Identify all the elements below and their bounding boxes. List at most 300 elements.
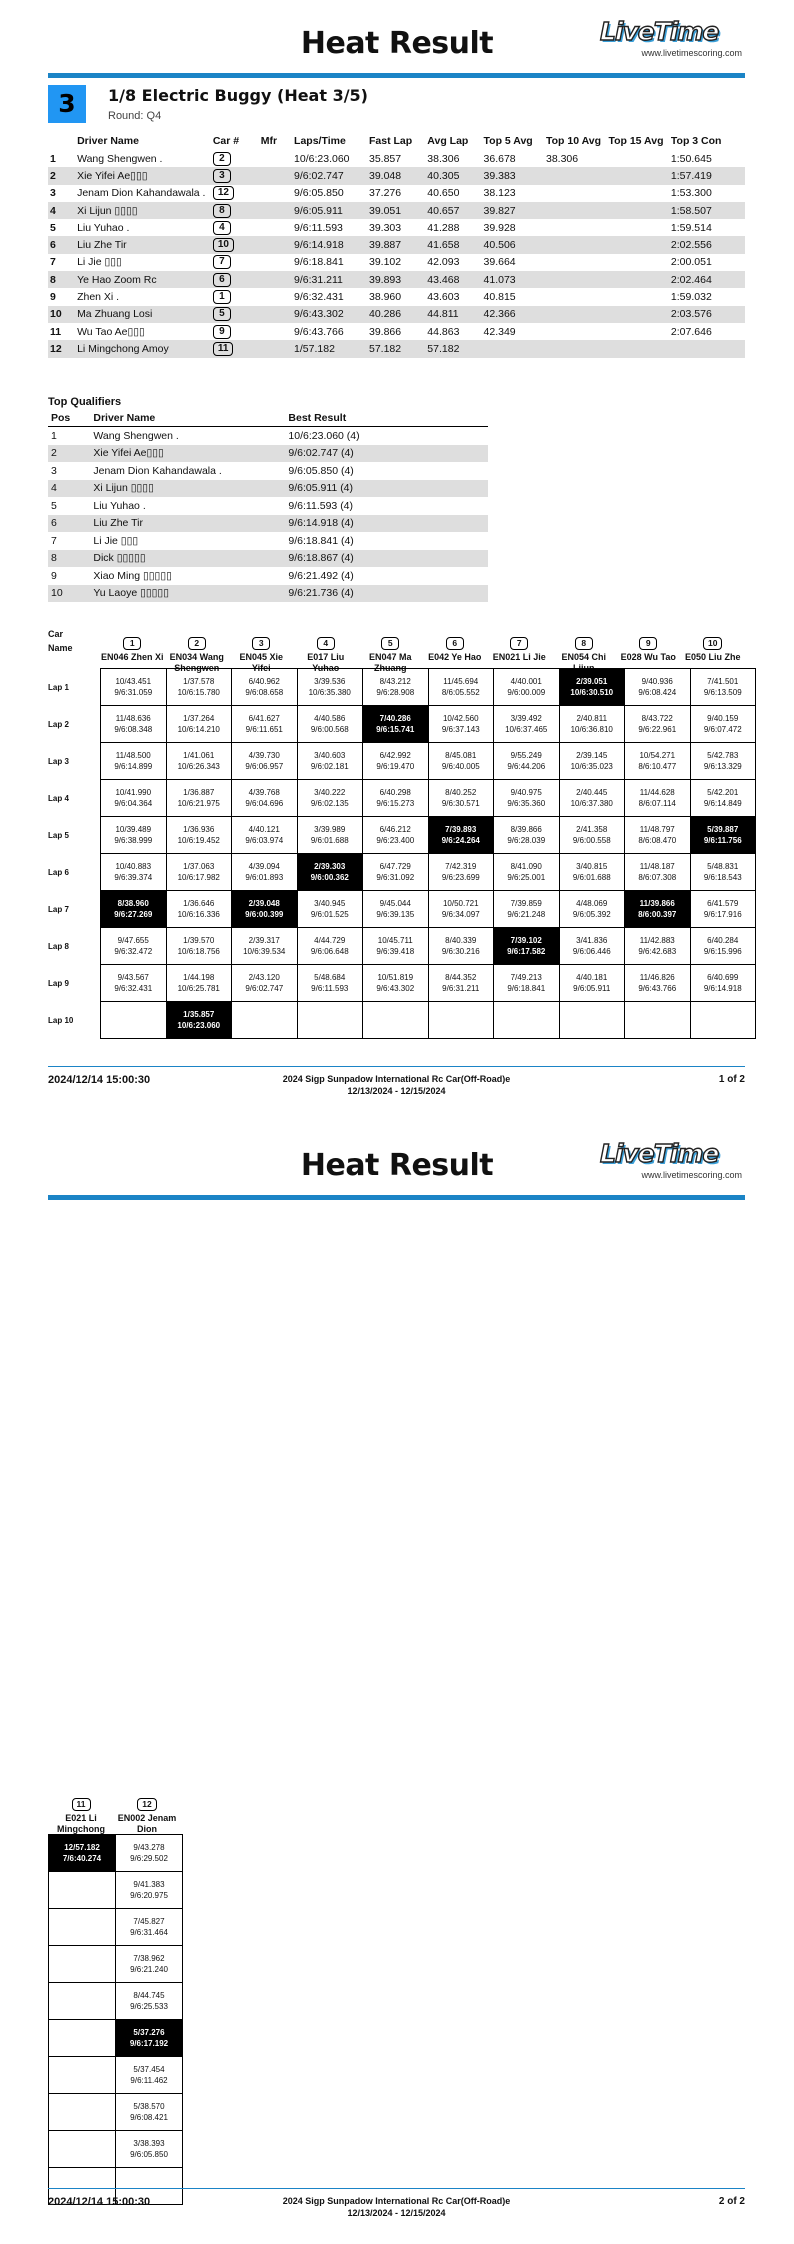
lap-chart-column-header: [48, 1798, 114, 1835]
footer-event: [48, 1073, 745, 1097]
lap-position-time: 6/40.298: [379, 788, 411, 797]
lap-row: [49, 1835, 183, 1872]
lap-cell: [232, 891, 298, 928]
lap-cumulative-time: 9/6:11.462: [130, 2076, 168, 2085]
qualifier-best: 9/6:18.867 (4): [285, 550, 488, 568]
result-name: Li Mingchong Amoy: [75, 340, 211, 357]
results-col-header: Fast Lap: [369, 135, 413, 147]
lap-row: [48, 928, 756, 965]
results-row: [48, 323, 745, 340]
lap-position-time: 5/37.276: [133, 2028, 165, 2037]
lap-cell: [428, 854, 494, 891]
result-car: [211, 185, 259, 202]
lap-cumulative-time: 9/6:01.688: [310, 836, 349, 845]
qualifier-best: 10/6:23.060 (4): [288, 429, 360, 442]
lap-cell: [690, 817, 756, 854]
result-car: [211, 150, 259, 167]
lap-cell: [494, 1002, 560, 1039]
lap-cumulative-time: 9/6:21.248: [507, 910, 546, 919]
lap-position-time: 1/36.887: [183, 788, 215, 797]
lap-cell: [232, 1002, 298, 1039]
lap-position-time: 2/39.317: [248, 936, 280, 945]
result-t3c: 1:58.507: [669, 202, 745, 219]
lap-cumulative-time: 10/6:26.343: [177, 762, 220, 771]
footer-date: 2024/12/14 15:00:30: [48, 2196, 151, 2208]
result-laps: 9/6:11.593: [294, 221, 343, 234]
lap-cumulative-time: 9/6:13.509: [703, 688, 742, 697]
lap-position-time: 8/45.081: [445, 751, 477, 760]
lap-cumulative-time: 9/6:05.850: [130, 2150, 168, 2159]
lap-cell: [166, 817, 232, 854]
lap-position-time: 10/54.271: [639, 751, 676, 760]
lap-position-time: 3/41.836: [576, 936, 608, 945]
car-number-badge: 10: [703, 637, 722, 650]
lap-cumulative-time: 9/6:22.961: [638, 725, 677, 734]
lap-cumulative-time: 9/6:32.472: [114, 947, 153, 956]
result-pos: 3: [50, 187, 56, 200]
results-row: [48, 167, 745, 184]
result-t5: 41.073: [482, 271, 544, 288]
lap-position-time: 12/57.182: [64, 1843, 100, 1852]
lap-cumulative-time: 9/6:04.696: [245, 799, 284, 808]
result-t10: [544, 185, 606, 202]
car-number-badge: 1: [213, 290, 231, 304]
lap-position-time: 2/41.358: [576, 825, 608, 834]
results-col-header: [48, 132, 75, 150]
lap-cumulative-time: 9/6:15.273: [376, 799, 415, 808]
lap-cell: [690, 780, 756, 817]
lap-cumulative-time: 9/6:18.841: [507, 984, 546, 993]
lap-cumulative-time: 9/6:01.688: [572, 873, 611, 882]
result-car: [211, 288, 259, 305]
lap-cell: [232, 928, 298, 965]
lap-cumulative-time: 9/6:06.446: [572, 947, 611, 956]
lap-position-time: 6/47.729: [379, 862, 411, 871]
lap-cumulative-time: 9/6:14.849: [703, 799, 742, 808]
result-t15: [606, 254, 668, 271]
lap-cell: [232, 743, 298, 780]
lap-cell: [49, 2094, 116, 2131]
lap-cumulative-time: 9/6:08.421: [130, 2113, 168, 2122]
result-laps: 9/6:32.431: [294, 291, 344, 304]
lap-cell: [363, 854, 429, 891]
result-t15: [606, 219, 668, 236]
result-mfr: [259, 271, 292, 288]
result-mfr: [259, 185, 292, 202]
lap-cumulative-time: 10/6:39.534: [243, 947, 286, 956]
lap-row: [48, 669, 756, 706]
top-qualifiers-heading: Top Qualifiers: [48, 396, 122, 408]
qualifier-pos: 9: [51, 569, 57, 582]
qualifier-best: 9/6:11.593 (4): [288, 499, 354, 512]
lap-cumulative-time: 10/6:36.810: [570, 725, 613, 734]
result-pos: 11: [50, 325, 62, 338]
lap-label: Lap 4: [48, 793, 69, 803]
lap-position-time: 3/40.945: [314, 899, 346, 908]
lap-cell: [690, 743, 756, 780]
lap-cell: [49, 1909, 116, 1946]
lap-cell: [166, 669, 232, 706]
result-t15: [606, 340, 668, 357]
header-rule: [48, 73, 745, 78]
qualifier-row: [48, 567, 488, 585]
result-t15: [606, 306, 668, 323]
qualifier-row: [48, 585, 488, 603]
result-avg: 38.306: [427, 152, 460, 165]
lap-cell: [363, 965, 429, 1002]
driver-name: EN047 Ma Zhuang: [368, 652, 412, 673]
lap-position-time: 3/38.393: [133, 2139, 165, 2148]
lap-cell: [101, 891, 167, 928]
car-number-badge: 11: [72, 1798, 91, 1811]
result-mfr: [259, 288, 292, 305]
lap-cumulative-time: 9/6:14.918: [703, 984, 742, 993]
result-avg: 41.658: [425, 236, 481, 253]
lap-chart-column-header: [114, 1798, 180, 1835]
result-t15: [606, 167, 668, 184]
lap-cell: [101, 965, 167, 1002]
lap-chart-column-header: [616, 637, 681, 663]
result-car: [211, 167, 259, 184]
lap-cell: [297, 706, 363, 743]
lap-position-time: 4/40.586: [314, 714, 346, 723]
lap-cell: [559, 965, 625, 1002]
lap-label: Lap 2: [48, 719, 69, 729]
lap-cumulative-time: 9/6:01.893: [245, 873, 284, 882]
lap-position-time: 7/42.319: [445, 862, 477, 871]
result-t3c: 2:02.556: [669, 236, 745, 253]
footer-event: [48, 2195, 745, 2219]
lap-cumulative-time: 9/6:04.364: [114, 799, 153, 808]
lap-cumulative-time: 9/6:38.999: [114, 836, 153, 845]
result-car: [211, 323, 259, 340]
lap-position-time: 5/39.887: [707, 825, 739, 834]
result-t5: 39.827: [482, 202, 544, 219]
qualifier-row: [48, 480, 488, 498]
lap-cell: [297, 743, 363, 780]
lap-cumulative-time: 9/6:15.996: [703, 947, 742, 956]
lap-position-time: 2/40.445: [576, 788, 608, 797]
lap-position-time: 9/40.159: [707, 714, 739, 723]
results-row: [48, 236, 745, 253]
lap-row: [48, 706, 756, 743]
lap-cumulative-time: 9/6:13.329: [703, 762, 742, 771]
lap-cumulative-time: 9/6:05.911: [573, 984, 611, 993]
result-mfr: [259, 219, 292, 236]
results-row: [48, 202, 745, 219]
logo-url: www.livetimescoring.com: [641, 1170, 742, 1180]
lap-row: [48, 817, 756, 854]
lap-cell: [297, 1002, 363, 1039]
lap-position-time: 11/45.694: [443, 677, 479, 686]
qualifier-row: [48, 497, 488, 515]
lap-cell: [559, 854, 625, 891]
result-laps: 9/6:05.911: [292, 202, 367, 219]
footer-event-name: 2024 Sigp Sunpadow International Rc Car(Off-Road)e: [282, 2196, 511, 2206]
result-pos: 5: [50, 221, 56, 234]
lap-cell: [116, 2020, 183, 2057]
lap-position-time: 10/51.819: [377, 973, 414, 982]
lap-position-time: 8/40.252: [445, 788, 477, 797]
lap-position-time: 11/39.866: [639, 899, 675, 908]
lap-chart-column-header: [423, 637, 488, 663]
page-title: Heat Result: [300, 1148, 494, 1183]
lap-position-time: 7/39.102: [510, 936, 542, 945]
results-col-header: Top 10 Avg: [545, 135, 602, 147]
result-t5: 39.928: [483, 221, 516, 234]
driver-name: EN034 Wang Shengwen: [169, 652, 224, 673]
car-number-badge: 12: [213, 186, 234, 200]
lap-cell: [49, 1946, 116, 1983]
lap-cell: [494, 965, 560, 1002]
result-t10: [544, 219, 606, 236]
driver-name: EN021 Li Jie: [492, 652, 546, 662]
lap-cell: [559, 891, 625, 928]
lap-cumulative-time: 9/6:08.658: [245, 688, 284, 697]
lap-cell: [49, 1983, 116, 2020]
lap-cell: [494, 928, 560, 965]
lap-cell: [116, 1946, 183, 1983]
lap-row: [49, 2057, 183, 2094]
lap-cell: [559, 817, 625, 854]
lap-cumulative-time: 10/6:35.380: [308, 688, 351, 697]
lap-cell: [494, 669, 560, 706]
car-number-badge: 6: [446, 637, 464, 650]
lap-cell: [690, 706, 756, 743]
result-t5: 38.123: [483, 187, 516, 200]
footer-event-name: 2024 Sigp Sunpadow International Rc Car(Off-Road)e: [282, 1074, 511, 1084]
result-pos: 4: [48, 202, 75, 219]
results-row: [48, 185, 745, 202]
lap-position-time: 4/40.181: [576, 973, 608, 982]
results-col-header: Car #: [212, 135, 240, 147]
lap-cumulative-time: 9/6:28.908: [376, 688, 415, 697]
result-pos: 12: [48, 340, 75, 357]
lap-position-time: 4/40.121: [248, 825, 280, 834]
lap-row: [49, 1872, 183, 1909]
lap-cell: [690, 891, 756, 928]
lap-cell: [625, 854, 691, 891]
results-row: [48, 306, 745, 323]
driver-name: E028 Wu Tao: [620, 652, 676, 662]
qualifiers-col-header: Best Result: [285, 410, 488, 427]
lap-cell: [363, 1002, 429, 1039]
car-number-badge: 3: [252, 637, 270, 650]
lap-cumulative-time: 10/6:21.975: [177, 799, 220, 808]
lap-cumulative-time: 9/6:44.206: [507, 762, 546, 771]
result-t5: 36.678: [483, 152, 516, 165]
result-car: [211, 340, 259, 357]
qualifier-row: [48, 550, 488, 568]
lap-cumulative-time: 9/6:34.097: [441, 910, 480, 919]
lap-cell: [297, 817, 363, 854]
result-mfr: [259, 323, 292, 340]
lap-cell: [363, 669, 429, 706]
lap-position-time: 9/40.936: [641, 677, 673, 686]
lap-cell: [690, 965, 756, 1002]
lap-cell: [166, 891, 232, 928]
qualifier-best: 9/6:21.736 (4): [285, 585, 488, 603]
lap-cell: [363, 891, 429, 928]
qualifier-row: [48, 515, 488, 533]
lap-position-time: 3/39.536: [314, 677, 346, 686]
lap-position-time: 1/37.578: [183, 677, 215, 686]
results-col-header: Top 3 Con: [670, 135, 722, 147]
lap-chart-table-continued: [48, 1834, 183, 2205]
lap-label: Lap 3: [48, 756, 69, 766]
lap-position-time: 4/39.730: [248, 751, 280, 760]
round-label: Round: Q4: [108, 110, 162, 122]
lap-cell: [116, 1983, 183, 2020]
lap-cumulative-time: 9/6:28.039: [507, 836, 546, 845]
event-name: 1/8 Electric Buggy (Heat 3/5): [108, 86, 368, 105]
result-name: Wang Shengwen .: [77, 152, 163, 165]
result-pos: 2: [48, 167, 75, 184]
driver-name: E042 Ye Hao: [428, 652, 482, 662]
result-avg: 40.657: [425, 202, 481, 219]
result-avg: 40.305: [425, 167, 481, 184]
result-pos: 10: [48, 306, 75, 323]
result-pos: 8: [48, 271, 75, 288]
lap-chart-row-header: [48, 627, 73, 655]
result-mfr: [259, 306, 292, 323]
lap-position-time: 1/41.061: [183, 751, 215, 760]
result-avg: 57.182: [425, 340, 481, 357]
lap-cell: [297, 891, 363, 928]
lap-cumulative-time: 10/6:16.336: [177, 910, 220, 919]
lap-label: Lap 8: [48, 941, 69, 951]
result-car: [211, 219, 259, 236]
result-pos: 1: [50, 152, 56, 165]
lap-cell: [559, 1002, 625, 1039]
result-mfr: [259, 150, 292, 167]
lap-cell: [428, 706, 494, 743]
lap-row: [48, 854, 756, 891]
lap-position-time: 8/43.212: [379, 677, 411, 686]
lap-cumulative-time: 8/6:07.308: [638, 873, 677, 882]
lap-label: Lap 7: [48, 904, 69, 914]
lap-row: [49, 2020, 183, 2057]
lap-cell: [232, 669, 298, 706]
lap-cumulative-time: 9/6:00.399: [245, 910, 284, 919]
lap-position-time: 2/40.811: [576, 714, 608, 723]
lap-cell: [625, 706, 691, 743]
lap-cell: [428, 743, 494, 780]
result-t3c: 1:59.032: [670, 291, 712, 304]
result-laps: 1/57.182: [292, 340, 367, 357]
lap-cell: [559, 743, 625, 780]
lap-position-time: 7/45.827: [133, 1917, 165, 1926]
result-t15: [606, 185, 668, 202]
footer-rule: [48, 1066, 745, 1067]
lap-cell: [690, 1002, 756, 1039]
lap-cell: [101, 706, 167, 743]
lap-position-time: 6/40.962: [248, 677, 280, 686]
lap-cumulative-time: 9/6:11.756: [703, 836, 742, 845]
logo-url: www.livetimescoring.com: [641, 48, 742, 58]
lap-cumulative-time: 9/6:31.059: [114, 688, 153, 697]
result-name: Xie Yifei Ae▯▯▯: [75, 167, 211, 184]
lap-position-time: 3/40.815: [576, 862, 608, 871]
qualifier-row: [48, 462, 488, 480]
qualifier-name: Jenam Dion Kahandawala .: [93, 464, 222, 477]
lap-cumulative-time: 9/6:23.699: [441, 873, 480, 882]
lap-cell: [49, 1835, 116, 1872]
lap-position-time: 8/40.339: [445, 936, 477, 945]
lap-cumulative-time: 9/6:24.264: [441, 836, 480, 845]
result-fast: 39.887: [367, 236, 425, 253]
qualifier-pos: 1: [51, 429, 57, 442]
lap-cumulative-time: 9/6:31.092: [376, 873, 415, 882]
lap-cumulative-time: 10/6:23.060: [177, 1021, 221, 1030]
result-t10: [544, 271, 606, 288]
lap-position-time: 11/48.187: [639, 862, 675, 871]
lap-cumulative-time: 9/6:14.899: [114, 762, 153, 771]
lap-position-time: 3/40.222: [314, 788, 346, 797]
lap-cell: [166, 928, 232, 965]
lap-position-time: 9/45.044: [379, 899, 411, 908]
car-number-badge: 1: [123, 637, 141, 650]
result-t3c: 1:50.645: [670, 152, 712, 165]
lap-position-time: 1/39.570: [183, 936, 215, 945]
result-t3c: 1:57.419: [669, 167, 745, 184]
results-row: [48, 271, 745, 288]
lap-cell: [101, 817, 167, 854]
lap-position-time: 7/40.286: [379, 714, 411, 723]
car-number-badge: 7: [510, 637, 528, 650]
result-pos: 6: [48, 236, 75, 253]
result-fast: 38.960: [369, 291, 402, 304]
qualifier-best: 9/6:21.492 (4): [288, 569, 354, 582]
lap-cumulative-time: 10/6:14.210: [177, 725, 220, 734]
result-car: [211, 236, 259, 253]
lap-cell: [116, 2131, 183, 2168]
result-fast: 39.051: [367, 202, 425, 219]
lap-cumulative-time: 9/6:20.975: [130, 1891, 168, 1900]
lap-position-time: 6/46.212: [379, 825, 411, 834]
lap-cell: [166, 743, 232, 780]
lap-cumulative-time: 10/6:25.781: [177, 984, 220, 993]
lap-cell: [116, 1909, 183, 1946]
lap-cell: [166, 1002, 232, 1039]
result-laps: 9/6:43.766: [294, 325, 344, 338]
qualifier-name: Liu Yuhao .: [93, 499, 146, 512]
result-t10: [544, 306, 606, 323]
lap-cumulative-time: 10/6:19.452: [177, 836, 220, 845]
result-fast: 57.182: [367, 340, 425, 357]
result-name: Li Jie ▯▯▯: [77, 256, 122, 269]
lap-position-time: 10/41.990: [115, 788, 152, 797]
result-laps: 9/6:05.850: [294, 187, 344, 200]
lap-position-time: 9/43.567: [117, 973, 149, 982]
results-row: [48, 254, 745, 271]
result-t15: [606, 236, 668, 253]
lap-position-time: 2/39.048: [248, 899, 280, 908]
lap-position-time: 5/38.570: [133, 2102, 165, 2111]
lap-cumulative-time: 9/6:02.747: [245, 984, 284, 993]
lap-position-time: 4/40.001: [510, 677, 542, 686]
driver-name: E021 Li Mingchong: [57, 1813, 105, 1834]
lap-cumulative-time: 9/6:21.240: [130, 1965, 168, 1974]
car-number-badge: 2: [213, 152, 231, 166]
car-row-label: Car: [48, 629, 64, 639]
result-car: [211, 306, 259, 323]
lap-cumulative-time: 9/6:37.143: [441, 725, 480, 734]
lap-cumulative-time: 9/6:03.974: [245, 836, 284, 845]
result-mfr: [259, 254, 292, 271]
qualifier-best: 9/6:02.747 (4): [285, 445, 488, 463]
result-laps: 9/6:31.211: [292, 271, 367, 288]
